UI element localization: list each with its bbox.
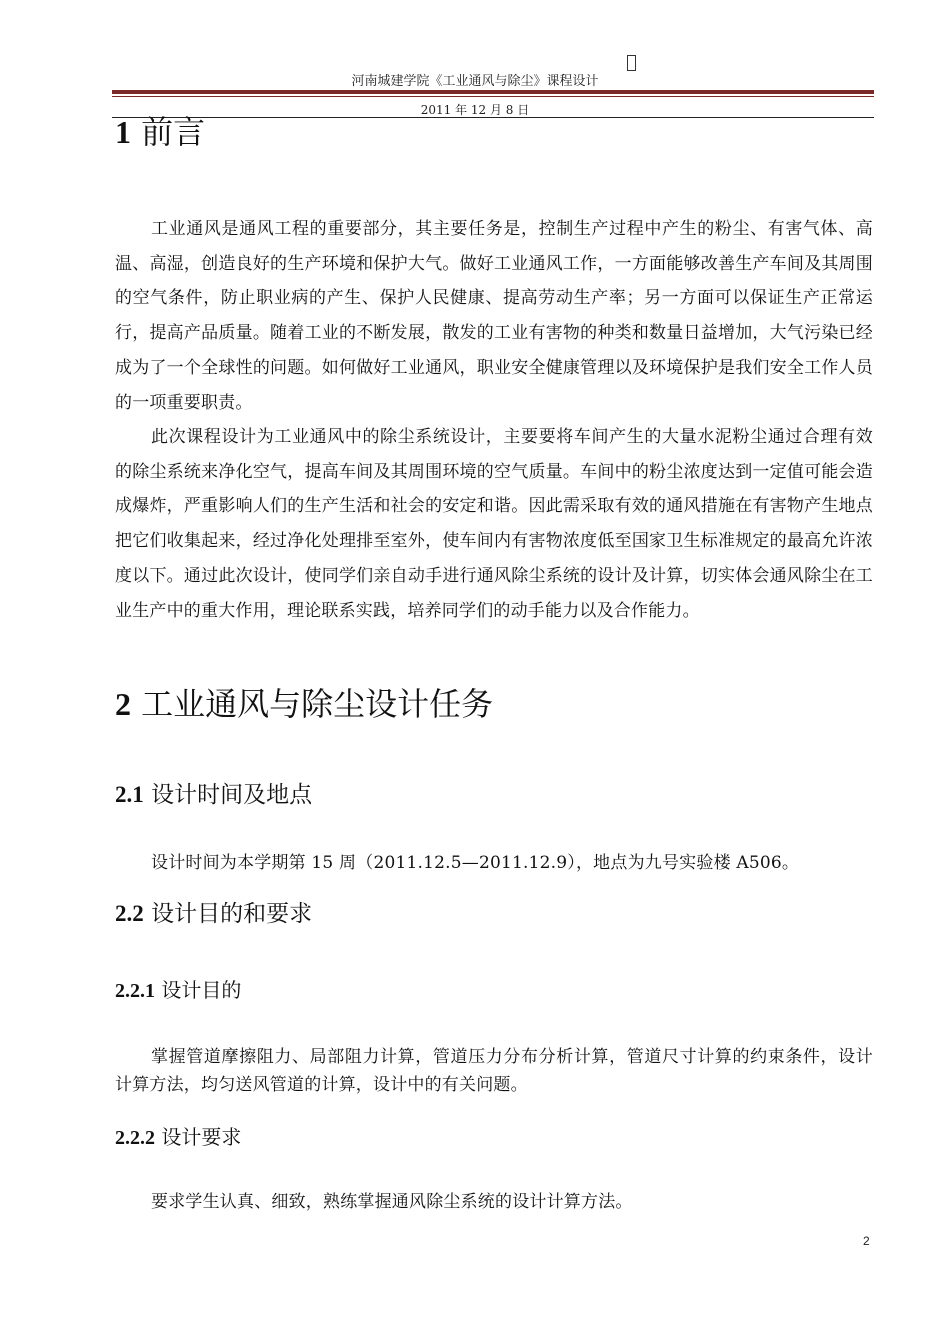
heading-section-2-2-2 (115, 1123, 241, 1152)
header-title: 河南城建学院《工业通风与除尘》课程设计 (351, 74, 599, 89)
heading-section-2-2 (115, 899, 312, 929)
header-rule (112, 90, 874, 94)
heading-number: 2.2.1 (115, 980, 155, 1002)
heading-number: 2.2.2 (115, 1127, 155, 1149)
heading-text: 设计要求 (161, 1125, 242, 1149)
placeholder-box-icon (627, 55, 636, 71)
heading-section-2-2-1 (115, 976, 241, 1005)
heading-number: 2 (115, 686, 131, 722)
paragraph-design-purpose: 掌握管道摩擦阻力、局部阻力计算，管道压力分布分析计算，管道尺寸计算的约束条件，设计计算方法，均匀送风管道的计算，设计中的有关问题。 (115, 1047, 873, 1095)
heading-text: 设计目的 (161, 978, 242, 1002)
page-number: 2 (863, 1234, 870, 1248)
heading-text: 工业通风与除尘设计任务 (141, 685, 494, 723)
heading-text: 设计时间及地点 (151, 782, 313, 808)
header-date: 2011 年 12 月 8 日 (420, 103, 530, 117)
paragraph-intro-1: 工业通风是通风工程的重要部分，其主要任务是，控制生产过程中产生的粉尘、有害气体、高温、高湿，创造良好的生产环境和保护大气。做好工业通风工作，一方面能够改善生产车间及其周围的空气条件，防止职业病的产生、保护人民健康、提高劳动生产率；另一方面可以保证生产正常运行，提高产品质量。随着工业的不断发展，散发的工业有害物的种类和数量日益增加，大气污染已经成为了一个全球性的问题。如何做好工业通风，职业安全健康管理以及环境保护是我们安全工作人员的一项重要职责。 (115, 219, 873, 413)
heading-text: 设计目的和要求 (151, 901, 313, 927)
heading-text: 前言 (141, 113, 206, 151)
header-date-rule (112, 117, 874, 118)
heading-number: 2.2 (115, 901, 144, 926)
paragraph-intro-2: 此次课程设计为工业通风中的除尘系统设计，主要要将车间产生的大量水泥粉尘通过合理有效的除尘系统来净化空气，提高车间及其周围环境的空气质量。车间中的粉尘浓度达到一定值可能会造成爆炸，严重影响人们的生产生活和社会的安定和谐。因此需采取有效的通风措施在有害物产生地点把它们收集起来，经过净化处理排至室外，使车间内有害物浓度低至国家卫生标准规定的最高允许浓度以下。通过此次设计，使同学们亲自动手进行通风除尘系统的设计及计算，切实体会通风除尘在工业生产中的重大作用，理论联系实践，培养同学们的动手能力以及合作能力。 (115, 427, 873, 621)
heading-number: 2.1 (115, 782, 144, 807)
paragraph-design-time: 设计时间为本学期第 15 周（2011.12.5—2011.12.9），地点为九号实验楼 A506。 (151, 853, 800, 873)
paragraph-design-requirements: 要求学生认真、细致，熟练掌握通风除尘系统的设计计算方法。 (151, 1192, 633, 1212)
heading-section-2 (115, 684, 493, 724)
header-rule-thin (112, 96, 874, 97)
heading-section-2-1 (115, 780, 312, 810)
heading-number: 1 (115, 114, 131, 150)
heading-section-1 (115, 112, 205, 152)
